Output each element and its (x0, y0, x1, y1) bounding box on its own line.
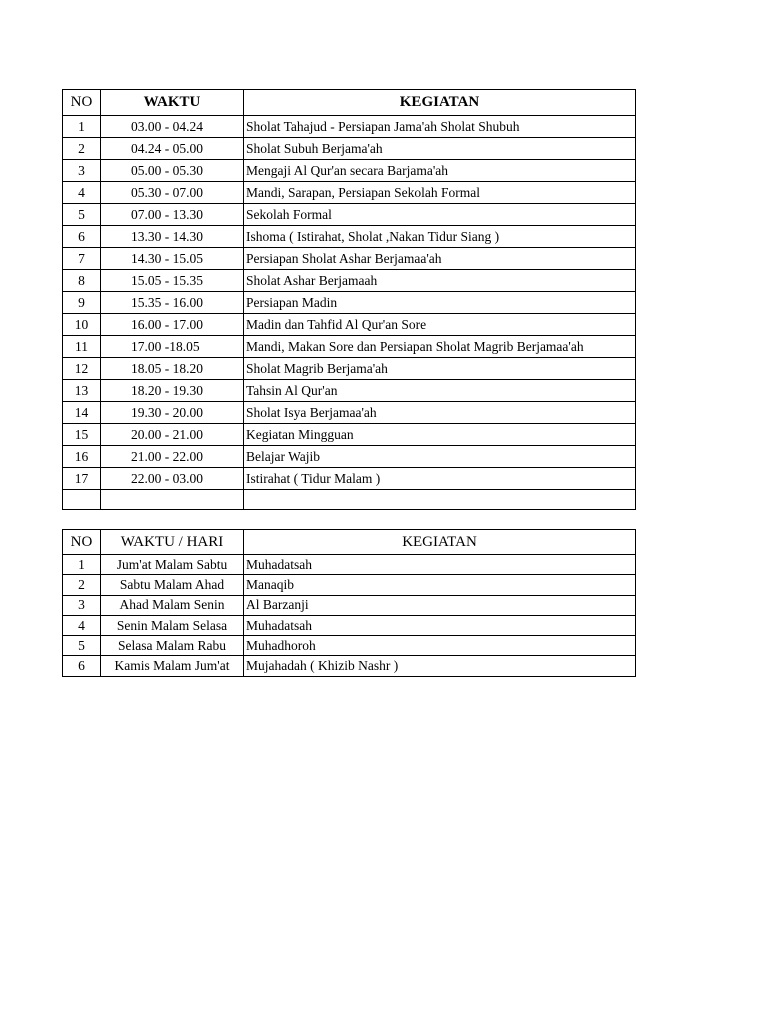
cell-no: 11 (63, 336, 101, 358)
cell-kegiatan: Mandi, Sarapan, Persiapan Sekolah Formal (244, 182, 636, 204)
cell-no: 8 (63, 270, 101, 292)
weekly-activity-table (62, 529, 636, 677)
cell-kegiatan: Mujahadah ( Khizib Nashr ) (244, 656, 636, 676)
header-waktu-hari: WAKTU / HARI (101, 530, 244, 555)
daily-schedule-table (62, 89, 636, 510)
weekly-activity-row (63, 575, 636, 595)
cell-waktu: 17.00 -18.05 (101, 336, 244, 358)
cell-no: 14 (63, 402, 101, 424)
cell-waktu: 05.30 - 07.00 (101, 182, 244, 204)
cell-hari: Senin Malam Selasa (101, 615, 244, 635)
cell-no: 3 (63, 595, 101, 615)
header-no: NO (63, 90, 101, 116)
weekly-activity-row (63, 595, 636, 615)
cell-kegiatan: Mengaji Al Qur'an secara Barjama'ah (244, 160, 636, 182)
weekly-activity-row (63, 615, 636, 635)
cell-no: 16 (63, 446, 101, 468)
cell-waktu: 19.30 - 20.00 (101, 402, 244, 424)
cell-waktu: 03.00 - 04.24 (101, 116, 244, 138)
cell-waktu: 20.00 - 21.00 (101, 424, 244, 446)
cell-kegiatan: Tahsin Al Qur'an (244, 380, 636, 402)
cell-no: 7 (63, 248, 101, 270)
daily-schedule-row (63, 270, 636, 292)
weekly-activity-row (63, 656, 636, 676)
cell-kegiatan: Belajar Wajib (244, 446, 636, 468)
daily-schedule-row (63, 358, 636, 380)
cell-waktu: 13.30 - 14.30 (101, 226, 244, 248)
cell-waktu: 07.00 - 13.30 (101, 204, 244, 226)
cell-waktu: 18.05 - 18.20 (101, 358, 244, 380)
daily-schedule-row (63, 204, 636, 226)
cell-no: 13 (63, 380, 101, 402)
daily-schedule-row (63, 116, 636, 138)
cell-kegiatan: Sholat Isya Berjamaa'ah (244, 402, 636, 424)
cell-hari: Sabtu Malam Ahad (101, 575, 244, 595)
cell-no: 4 (63, 615, 101, 635)
cell-waktu: 15.35 - 16.00 (101, 292, 244, 314)
cell-kegiatan: Ishoma ( Istirahat, Sholat ,Nakan Tidur Siang ) (244, 226, 636, 248)
header-waktu: WAKTU (101, 90, 244, 116)
cell-no: 3 (63, 160, 101, 182)
cell-kegiatan: Sholat Magrib Berjama'ah (244, 358, 636, 380)
cell-waktu: 05.00 - 05.30 (101, 160, 244, 182)
cell-waktu: 14.30 - 15.05 (101, 248, 244, 270)
cell-hari: Jum'at Malam Sabtu (101, 555, 244, 575)
daily-schedule-row (63, 402, 636, 424)
cell-no: 5 (63, 204, 101, 226)
daily-schedule-row (63, 292, 636, 314)
daily-schedule-row (63, 226, 636, 248)
daily-schedule-header (63, 90, 636, 116)
header-kegiatan: KEGIATAN (244, 90, 636, 116)
daily-schedule-row (63, 468, 636, 490)
daily-schedule-row (63, 314, 636, 336)
cell-waktu: 04.24 - 05.00 (101, 138, 244, 160)
daily-schedule-row (63, 138, 636, 160)
daily-empty-row (63, 490, 636, 510)
cell-no: 10 (63, 314, 101, 336)
cell-no: 1 (63, 116, 101, 138)
daily-schedule-row (63, 424, 636, 446)
daily-schedule-body (63, 116, 636, 490)
cell-kegiatan: Al Barzanji (244, 595, 636, 615)
weekly-activity-header (63, 530, 636, 555)
cell-hari: Ahad Malam Senin (101, 595, 244, 615)
cell-hari: Selasa Malam Rabu (101, 636, 244, 656)
cell-kegiatan: Manaqib (244, 575, 636, 595)
cell-no: 2 (63, 138, 101, 160)
cell-kegiatan: Mandi, Makan Sore dan Persiapan Sholat Magrib Berjamaa'ah (244, 336, 636, 358)
daily-schedule-row (63, 248, 636, 270)
cell-kegiatan: Madin dan Tahfid Al Qur'an Sore (244, 314, 636, 336)
weekly-activity-row (63, 555, 636, 575)
cell-kegiatan: Muhadatsah (244, 615, 636, 635)
cell-no: 9 (63, 292, 101, 314)
daily-schedule-row (63, 380, 636, 402)
empty-cell (101, 490, 244, 510)
cell-kegiatan: Sholat Ashar Berjamaah (244, 270, 636, 292)
header-no: NO (63, 530, 101, 555)
cell-waktu: 15.05 - 15.35 (101, 270, 244, 292)
cell-kegiatan: Muhadhoroh (244, 636, 636, 656)
cell-no: 6 (63, 656, 101, 676)
cell-no: 1 (63, 555, 101, 575)
cell-no: 15 (63, 424, 101, 446)
daily-schedule-row (63, 160, 636, 182)
cell-waktu: 22.00 - 03.00 (101, 468, 244, 490)
header-kegiatan: KEGIATAN (244, 530, 636, 555)
cell-kegiatan: Muhadatsah (244, 555, 636, 575)
empty-cell (244, 490, 636, 510)
cell-no: 17 (63, 468, 101, 490)
daily-schedule-row (63, 336, 636, 358)
cell-kegiatan: Persiapan Sholat Ashar Berjamaa'ah (244, 248, 636, 270)
cell-kegiatan: Persiapan Madin (244, 292, 636, 314)
cell-no: 4 (63, 182, 101, 204)
cell-kegiatan: Sekolah Formal (244, 204, 636, 226)
cell-waktu: 18.20 - 19.30 (101, 380, 244, 402)
cell-kegiatan: Sholat Subuh Berjama'ah (244, 138, 636, 160)
empty-cell (63, 490, 101, 510)
cell-kegiatan: Kegiatan Mingguan (244, 424, 636, 446)
cell-no: 12 (63, 358, 101, 380)
cell-no: 5 (63, 636, 101, 656)
daily-schedule-row (63, 182, 636, 204)
cell-kegiatan: Sholat Tahajud - Persiapan Jama'ah Sholat Shubuh (244, 116, 636, 138)
cell-kegiatan: Istirahat ( Tidur Malam ) (244, 468, 636, 490)
cell-waktu: 16.00 - 17.00 (101, 314, 244, 336)
cell-no: 2 (63, 575, 101, 595)
cell-no: 6 (63, 226, 101, 248)
cell-hari: Kamis Malam Jum'at (101, 656, 244, 676)
daily-schedule-row (63, 446, 636, 468)
weekly-activity-body (63, 555, 636, 677)
cell-waktu: 21.00 - 22.00 (101, 446, 244, 468)
weekly-activity-row (63, 636, 636, 656)
